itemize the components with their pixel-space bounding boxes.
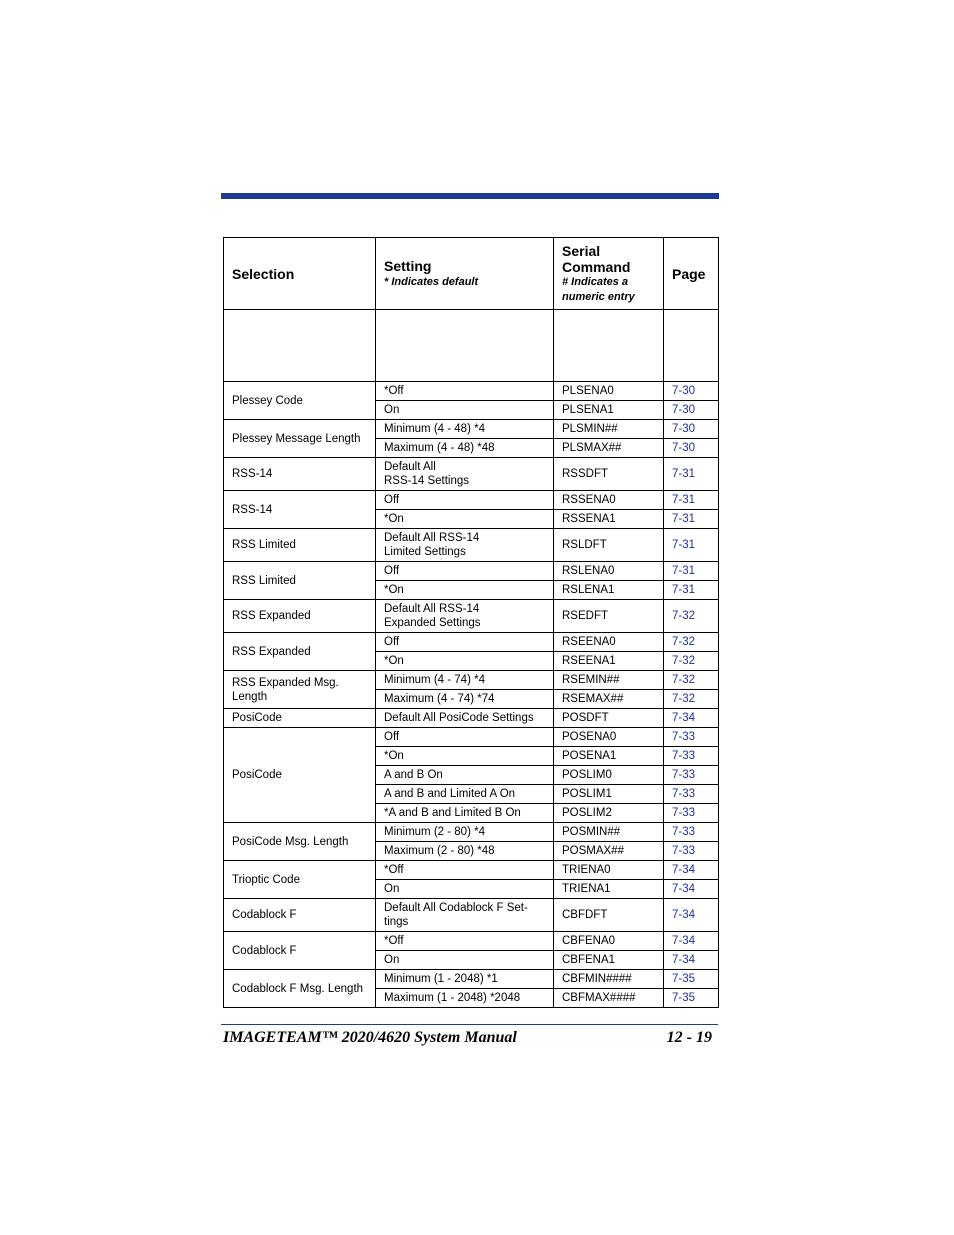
setting-cell: Default All PosiCode Settings bbox=[376, 709, 554, 728]
setting-cell: Maximum (2 - 80) *48 bbox=[376, 842, 554, 861]
page-cell bbox=[664, 510, 719, 529]
selection-cell: PosiCode bbox=[224, 728, 376, 823]
table-row bbox=[224, 382, 719, 401]
page-cell bbox=[664, 491, 719, 510]
selection-cell: RSS Expanded bbox=[224, 633, 376, 671]
page-link[interactable]: 7-35 bbox=[672, 992, 696, 1004]
page-cell bbox=[664, 861, 719, 880]
page-link[interactable]: 7-30 bbox=[672, 442, 696, 454]
selection-cell: RSS-14 bbox=[224, 458, 376, 491]
page-cell bbox=[664, 633, 719, 652]
setting-cell: Off bbox=[376, 728, 554, 747]
page-link[interactable]: 7-30 bbox=[672, 404, 696, 416]
command-cell: RSSENA1 bbox=[554, 510, 664, 529]
command-cell: PLSMIN## bbox=[554, 420, 664, 439]
page-cell bbox=[664, 932, 719, 951]
page-cell bbox=[664, 439, 719, 458]
page-link[interactable]: 7-31 bbox=[672, 468, 696, 480]
page-cell bbox=[664, 401, 719, 420]
table-row bbox=[224, 709, 719, 728]
header-selection: Selection bbox=[224, 238, 376, 310]
command-cell: POSDFT bbox=[554, 709, 664, 728]
footer-title: IMAGETEAM™ 2020/4620 System Manual bbox=[223, 1029, 517, 1046]
setting-cell: *On bbox=[376, 747, 554, 766]
page-cell bbox=[664, 458, 719, 491]
command-cell: PLSENA0 bbox=[554, 382, 664, 401]
setting-cell: *Off bbox=[376, 932, 554, 951]
page-cell bbox=[664, 652, 719, 671]
page-link[interactable]: 7-34 bbox=[672, 883, 696, 895]
command-cell: TRIENA1 bbox=[554, 880, 664, 899]
command-cell: CBFDFT bbox=[554, 899, 664, 932]
command-cell: POSENA1 bbox=[554, 747, 664, 766]
page-cell bbox=[664, 747, 719, 766]
page-cell bbox=[664, 880, 719, 899]
page-link[interactable]: 7-33 bbox=[672, 807, 696, 819]
page-link[interactable]: 7-35 bbox=[672, 973, 696, 985]
setting-cell: Off bbox=[376, 633, 554, 652]
page-link[interactable]: 7-30 bbox=[672, 385, 696, 397]
page-cell bbox=[664, 899, 719, 932]
setting-cell: On bbox=[376, 951, 554, 970]
command-cell: POSENA0 bbox=[554, 728, 664, 747]
page-cell bbox=[664, 785, 719, 804]
page-cell bbox=[664, 709, 719, 728]
page-link[interactable]: 7-32 bbox=[672, 610, 696, 622]
command-cell: POSLIM1 bbox=[554, 785, 664, 804]
page-cell bbox=[664, 804, 719, 823]
page-cell bbox=[664, 671, 719, 690]
command-cell: RSSDFT bbox=[554, 458, 664, 491]
page-link[interactable]: 7-34 bbox=[672, 954, 696, 966]
setting-cell: On bbox=[376, 880, 554, 899]
command-cell: CBFMIN#### bbox=[554, 970, 664, 989]
page-cell bbox=[664, 951, 719, 970]
header-page: Page bbox=[664, 238, 719, 310]
page-link[interactable]: 7-31 bbox=[672, 513, 696, 525]
page-link[interactable]: 7-32 bbox=[672, 655, 696, 667]
setting-cell: Off bbox=[376, 491, 554, 510]
table-row bbox=[224, 562, 719, 581]
selection-cell: PosiCode Msg. Length bbox=[224, 823, 376, 861]
table-row bbox=[224, 671, 719, 690]
table-row bbox=[224, 932, 719, 951]
page-cell bbox=[664, 842, 719, 861]
page-link[interactable]: 7-31 bbox=[672, 539, 696, 551]
page-link[interactable]: 7-34 bbox=[672, 712, 696, 724]
page-link[interactable]: 7-34 bbox=[672, 864, 696, 876]
table-row bbox=[224, 529, 719, 562]
command-cell: RSEENA1 bbox=[554, 652, 664, 671]
page-link[interactable]: 7-34 bbox=[672, 935, 696, 947]
command-cell: CBFENA0 bbox=[554, 932, 664, 951]
setting-cell: Minimum (2 - 80) *4 bbox=[376, 823, 554, 842]
selection-cell: RSS Limited bbox=[224, 562, 376, 600]
selection-cell: Codablock F bbox=[224, 932, 376, 970]
setting-cell: Off bbox=[376, 562, 554, 581]
command-cell: PLSENA1 bbox=[554, 401, 664, 420]
selection-cell: RSS-14 bbox=[224, 491, 376, 529]
setting-cell: Maximum (4 - 74) *74 bbox=[376, 690, 554, 709]
page-link[interactable]: 7-31 bbox=[672, 584, 696, 596]
footer-page-number: 12 - 19 bbox=[666, 1029, 712, 1046]
command-cell: RSLENA0 bbox=[554, 562, 664, 581]
page-cell bbox=[664, 728, 719, 747]
page-link[interactable]: 7-33 bbox=[672, 826, 696, 838]
page-link[interactable]: 7-33 bbox=[672, 845, 696, 857]
page-cell bbox=[664, 600, 719, 633]
setting-cell: *Off bbox=[376, 382, 554, 401]
table-row bbox=[224, 491, 719, 510]
setting-cell: *A and B and Limited B On bbox=[376, 804, 554, 823]
setting-cell: A and B On bbox=[376, 766, 554, 785]
command-cell: POSMAX## bbox=[554, 842, 664, 861]
table-row bbox=[224, 728, 719, 747]
command-cell: RSEDFT bbox=[554, 600, 664, 633]
footer-rule bbox=[221, 1024, 718, 1025]
setting-cell: *On bbox=[376, 581, 554, 600]
page-link[interactable]: 7-30 bbox=[672, 423, 696, 435]
setting-cell: Minimum (4 - 48) *4 bbox=[376, 420, 554, 439]
setting-cell: Maximum (4 - 48) *48 bbox=[376, 439, 554, 458]
selection-cell: PosiCode bbox=[224, 709, 376, 728]
table-body bbox=[224, 382, 719, 1008]
table-row bbox=[224, 861, 719, 880]
setting-cell: *On bbox=[376, 652, 554, 671]
selection-cell: Codablock F Msg. Length bbox=[224, 970, 376, 1008]
table-row bbox=[224, 420, 719, 439]
setting-cell: Minimum (4 - 74) *4 bbox=[376, 671, 554, 690]
top-rule bbox=[221, 193, 719, 199]
page-link[interactable]: 7-33 bbox=[672, 731, 696, 743]
command-cell: CBFMAX#### bbox=[554, 989, 664, 1008]
page-cell bbox=[664, 529, 719, 562]
table-header-row bbox=[224, 238, 719, 310]
command-cell: RSLDFT bbox=[554, 529, 664, 562]
page-link[interactable]: 7-32 bbox=[672, 636, 696, 648]
page-cell bbox=[664, 766, 719, 785]
command-cell: PLSMAX## bbox=[554, 439, 664, 458]
page-cell bbox=[664, 420, 719, 439]
selection-cell: Trioptic Code bbox=[224, 861, 376, 899]
table-row bbox=[224, 633, 719, 652]
command-cell: POSLIM2 bbox=[554, 804, 664, 823]
command-cell: RSLENA1 bbox=[554, 581, 664, 600]
command-cell: RSEMIN## bbox=[554, 671, 664, 690]
table-row bbox=[224, 823, 719, 842]
selection-cell: Plessey Code bbox=[224, 382, 376, 420]
selection-cell: RSS Limited bbox=[224, 529, 376, 562]
page-link[interactable]: 7-34 bbox=[672, 909, 696, 921]
setting-cell: On bbox=[376, 401, 554, 420]
command-cell: RSEENA0 bbox=[554, 633, 664, 652]
command-cell: CBFENA1 bbox=[554, 951, 664, 970]
setting-cell: *On bbox=[376, 510, 554, 529]
header-gap bbox=[224, 310, 719, 382]
header-setting: Setting * Indicates default bbox=[376, 238, 554, 310]
page-link[interactable]: 7-33 bbox=[672, 788, 696, 800]
setting-cell: Maximum (1 - 2048) *2048 bbox=[376, 989, 554, 1008]
page-cell bbox=[664, 382, 719, 401]
table-row bbox=[224, 970, 719, 989]
command-cell: POSMIN## bbox=[554, 823, 664, 842]
command-cell: POSLIM0 bbox=[554, 766, 664, 785]
page-link[interactable]: 7-31 bbox=[672, 565, 696, 577]
page-cell bbox=[664, 823, 719, 842]
selection-cell: RSS Expanded bbox=[224, 600, 376, 633]
setting-cell: A and B and Limited A On bbox=[376, 785, 554, 804]
page-cell bbox=[664, 690, 719, 709]
page-link[interactable]: 7-32 bbox=[672, 693, 696, 705]
page-link[interactable]: 7-33 bbox=[672, 769, 696, 781]
setting-cell: Default All RSS-14 Expanded Settings bbox=[376, 600, 554, 633]
selection-cell: Codablock F bbox=[224, 899, 376, 932]
page-cell bbox=[664, 562, 719, 581]
selection-cell: Plessey Message Length bbox=[224, 420, 376, 458]
selection-cell: RSS Expanded Msg. Length bbox=[224, 671, 376, 709]
setting-cell: Default All RSS-14 Settings bbox=[376, 458, 554, 491]
setting-cell: Default All Codablock F Set- tings bbox=[376, 899, 554, 932]
setting-cell: Default All RSS-14 Limited Settings bbox=[376, 529, 554, 562]
setting-cell: Minimum (1 - 2048) *1 bbox=[376, 970, 554, 989]
page-cell bbox=[664, 581, 719, 600]
command-cell: RSSENA0 bbox=[554, 491, 664, 510]
page-cell bbox=[664, 970, 719, 989]
page-link[interactable]: 7-32 bbox=[672, 674, 696, 686]
command-cell: TRIENA0 bbox=[554, 861, 664, 880]
page-link[interactable]: 7-31 bbox=[672, 494, 696, 506]
page-link[interactable]: 7-33 bbox=[672, 750, 696, 762]
table-row bbox=[224, 899, 719, 932]
command-cell: RSEMAX## bbox=[554, 690, 664, 709]
header-serial-command: Serial Command # Indicates a numeric entry bbox=[554, 238, 664, 310]
serial-command-table bbox=[223, 237, 719, 1008]
table-row bbox=[224, 458, 719, 491]
setting-cell: *Off bbox=[376, 861, 554, 880]
page-cell bbox=[664, 989, 719, 1008]
table-row bbox=[224, 600, 719, 633]
